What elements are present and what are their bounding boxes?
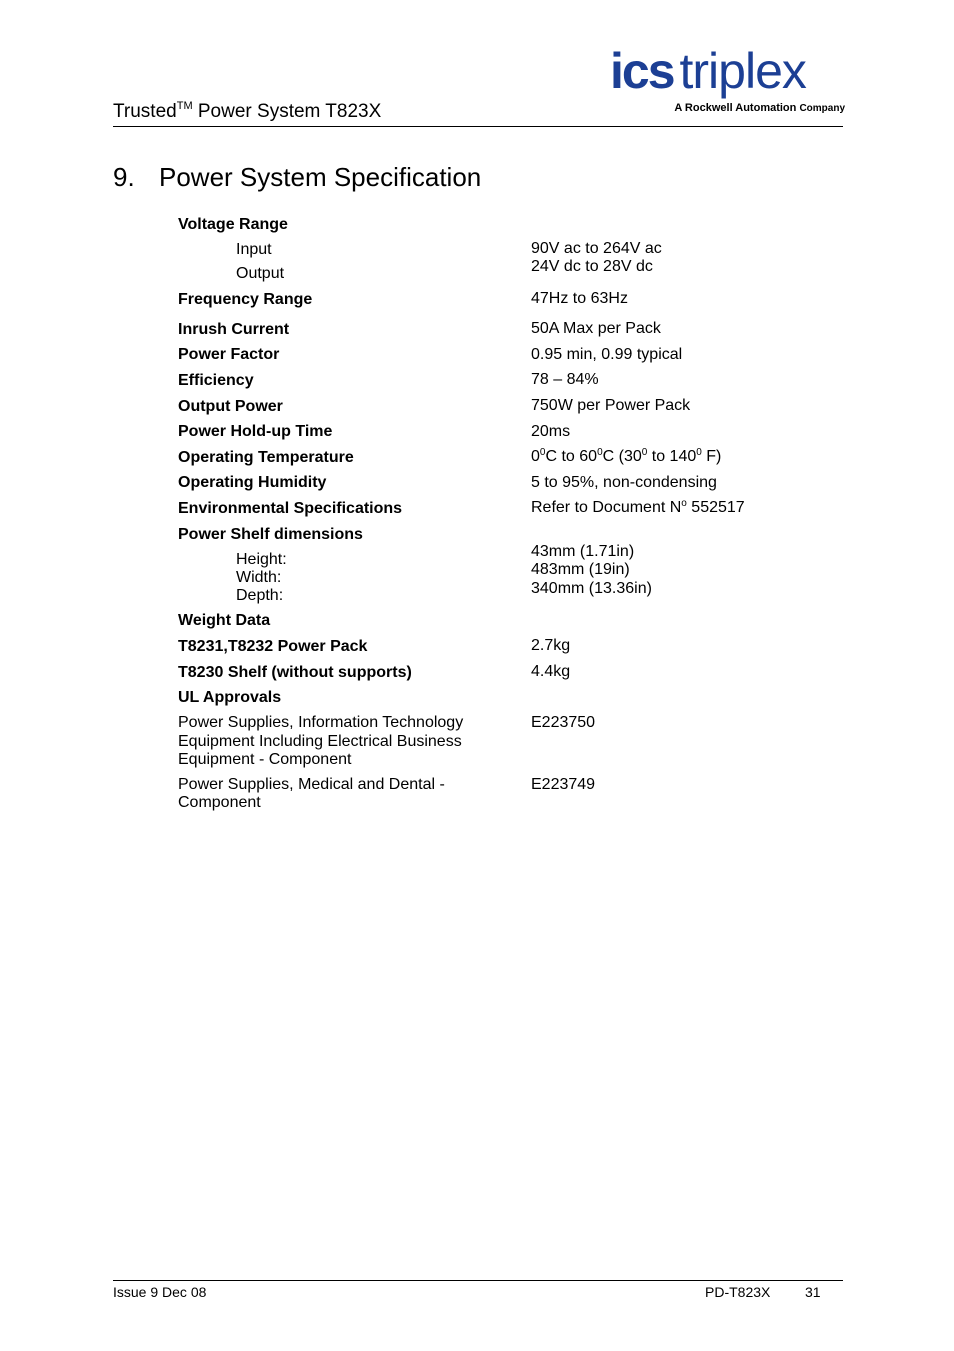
page-number: 31 xyxy=(805,1284,821,1300)
degree-superscript: 0 xyxy=(696,447,702,458)
document-header-title xyxy=(113,100,381,124)
shelf-depth-label: Depth: xyxy=(236,587,284,604)
shelf-weight-label: T8230 Shelf (without supports) xyxy=(178,664,412,681)
ul-item-1-line-3: Equipment - Component xyxy=(178,751,352,768)
frequency-range-label: Frequency Range xyxy=(178,291,313,308)
trademark-superscript: TM xyxy=(176,100,193,112)
weight-data-label: Weight Data xyxy=(178,612,271,629)
power-pack-weight-value: 2.7kg xyxy=(531,637,571,654)
inrush-current-label: Inrush Current xyxy=(178,321,290,338)
logo-tagline-company: Company xyxy=(799,103,845,114)
shelf-height-label: Height: xyxy=(236,551,287,568)
efficiency-value: 78 – 84% xyxy=(531,371,599,388)
output-power-value: 750W per Power Pack xyxy=(531,397,691,414)
shelf-dimensions-label: Power Shelf dimensions xyxy=(178,526,363,543)
logo-brand-left: ics xyxy=(610,43,674,99)
ul-item-2-line-1: Power Supplies, Medical and Dental - xyxy=(178,776,445,793)
ul-item-2-line-2: Component xyxy=(178,794,261,811)
power-factor-value: 0.95 min, 0.99 typical xyxy=(531,346,683,363)
environmental-specifications-value xyxy=(531,499,745,517)
frequency-range-value: 47Hz to 63Hz xyxy=(531,290,628,307)
temp-part: F) xyxy=(701,448,722,465)
hold-up-time-label: Power Hold-up Time xyxy=(178,423,333,440)
number-superscript: o xyxy=(681,498,687,509)
ul-item-1-value: E223750 xyxy=(531,714,596,731)
header-divider xyxy=(113,126,843,127)
temp-part: C (30 xyxy=(602,448,642,465)
ul-item-1-line-2: Equipment Including Electrical Business xyxy=(178,733,462,750)
voltage-range-label: Voltage Range xyxy=(178,216,288,233)
section-heading xyxy=(113,160,481,194)
hold-up-time-value: 20ms xyxy=(531,423,571,440)
shelf-height-value: 43mm (1.71in) xyxy=(531,543,635,560)
operating-humidity-value: 5 to 95%, non-condensing xyxy=(531,474,717,491)
power-pack-weight-label: T8231,T8232 Power Pack xyxy=(178,638,368,655)
footer-issue: Issue 9 Dec 08 xyxy=(113,1284,207,1300)
shelf-depth-value: 340mm (13.36in) xyxy=(531,580,652,597)
shelf-weight-value: 4.4kg xyxy=(531,663,571,680)
ics-triplex-logo xyxy=(610,44,845,120)
shelf-width-label: Width: xyxy=(236,569,282,586)
temp-part: C to 60 xyxy=(545,448,598,465)
ul-item-2-value: E223749 xyxy=(531,776,596,793)
environmental-specifications-label: Environmental Specifications xyxy=(178,500,403,517)
header-title-prefix: Trusted xyxy=(113,101,177,122)
env-spec-suffix: 552517 xyxy=(686,499,745,516)
footer-divider xyxy=(113,1280,843,1281)
footer-doc-id: PD-T823X xyxy=(705,1284,771,1300)
operating-humidity-label: Operating Humidity xyxy=(178,474,327,491)
temp-part: to 140 xyxy=(647,448,697,465)
operating-temperature-value xyxy=(531,448,721,466)
voltage-input-value: 90V ac to 264V ac xyxy=(531,240,662,257)
ul-item-1-line-1: Power Supplies, Information Technology xyxy=(178,714,464,731)
voltage-input-label: Input xyxy=(236,241,272,258)
section-number: 9. xyxy=(113,162,135,192)
operating-temperature-label: Operating Temperature xyxy=(178,449,354,466)
env-spec-prefix: Refer to Document N xyxy=(531,499,682,516)
degree-superscript: 0 xyxy=(641,447,648,458)
header-title-suffix: Power System T823X xyxy=(192,101,382,122)
inrush-current-value: 50A Max per Pack xyxy=(531,320,661,337)
logo-tagline-text: A Rockwell Automation xyxy=(674,102,797,114)
section-title: Power System Specification xyxy=(159,162,482,192)
logo-brand-right: triplex xyxy=(679,43,806,99)
logo-wordmark xyxy=(610,44,806,98)
ul-approvals-label: UL Approvals xyxy=(178,689,282,706)
temp-part: 0 xyxy=(531,448,540,465)
output-power-label: Output Power xyxy=(178,398,283,415)
logo-tagline xyxy=(674,102,845,114)
voltage-output-label: Output xyxy=(236,265,285,282)
power-factor-label: Power Factor xyxy=(178,346,280,363)
voltage-output-value: 24V dc to 28V dc xyxy=(531,258,653,275)
shelf-width-value: 483mm (19in) xyxy=(531,561,630,578)
degree-superscript: 0 xyxy=(597,447,603,458)
efficiency-label: Efficiency xyxy=(178,372,254,389)
degree-superscript: 0 xyxy=(539,447,546,458)
